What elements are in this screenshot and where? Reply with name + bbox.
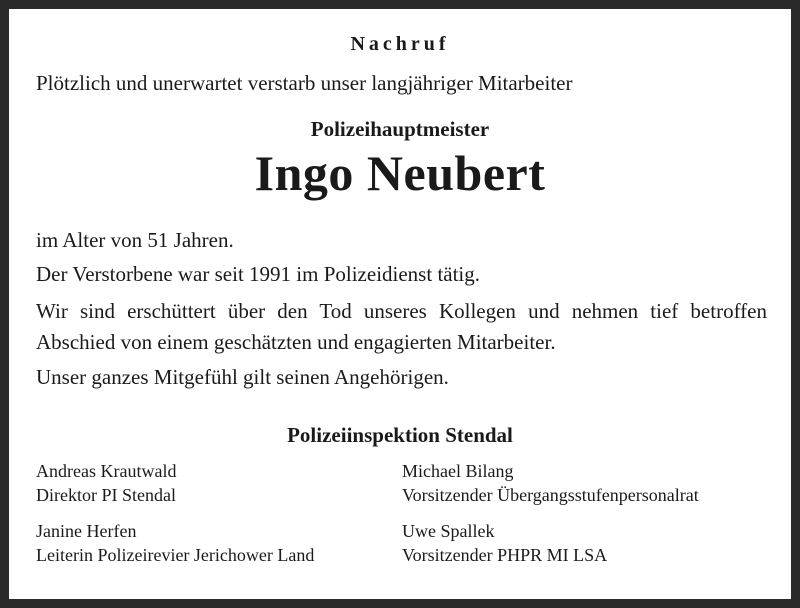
signatory-block [36,459,176,507]
signatory-name: Andreas Krautwald [36,461,177,481]
signatory-title: Leiterin Polizeirevier Jerichower Land [36,545,315,565]
signatory-title: Direktor PI Stendal [36,485,176,505]
organization-name: Polizeiinspektion Stendal [287,423,513,447]
signatory-name: Janine Herfen [36,521,137,541]
sympathy-paragraph: Unser ganzes Mitgefühl gilt seinen Angehörigen. [36,365,449,389]
signatory-block [36,519,314,567]
signatory-title: Vorsitzender Übergangsstufenpersonalrat [402,485,699,505]
signatory-title: Vorsitzender PHPR MI LSA [402,545,608,565]
signatory-name: Michael Bilang [402,461,514,481]
signatory-name: Uwe Spallek [402,521,495,541]
age-paragraph: im Alter von 51 Jahren. [36,228,234,252]
deceased-rank: Polizeihauptmeister [310,117,490,141]
obituary-notice [9,9,791,599]
signatory-block [402,519,607,567]
condolence-paragraph: Wir sind erschüttert über den Tod unseres Kollegen und nehmen tief betroffen Abschied von einem geschätzten und engagierten Mitarbeiter. [36,299,767,354]
signatory-block [402,459,699,507]
deceased-name: Ingo Neubert [254,145,546,201]
intro-text: Plötzlich und unerwartet verstarb unser langjähriger Mitarbeiter [36,71,573,95]
notice-heading: Nachruf [350,33,450,55]
service-paragraph: Der Verstorbene war seit 1991 im Polizeidienst tätig. [36,262,481,286]
